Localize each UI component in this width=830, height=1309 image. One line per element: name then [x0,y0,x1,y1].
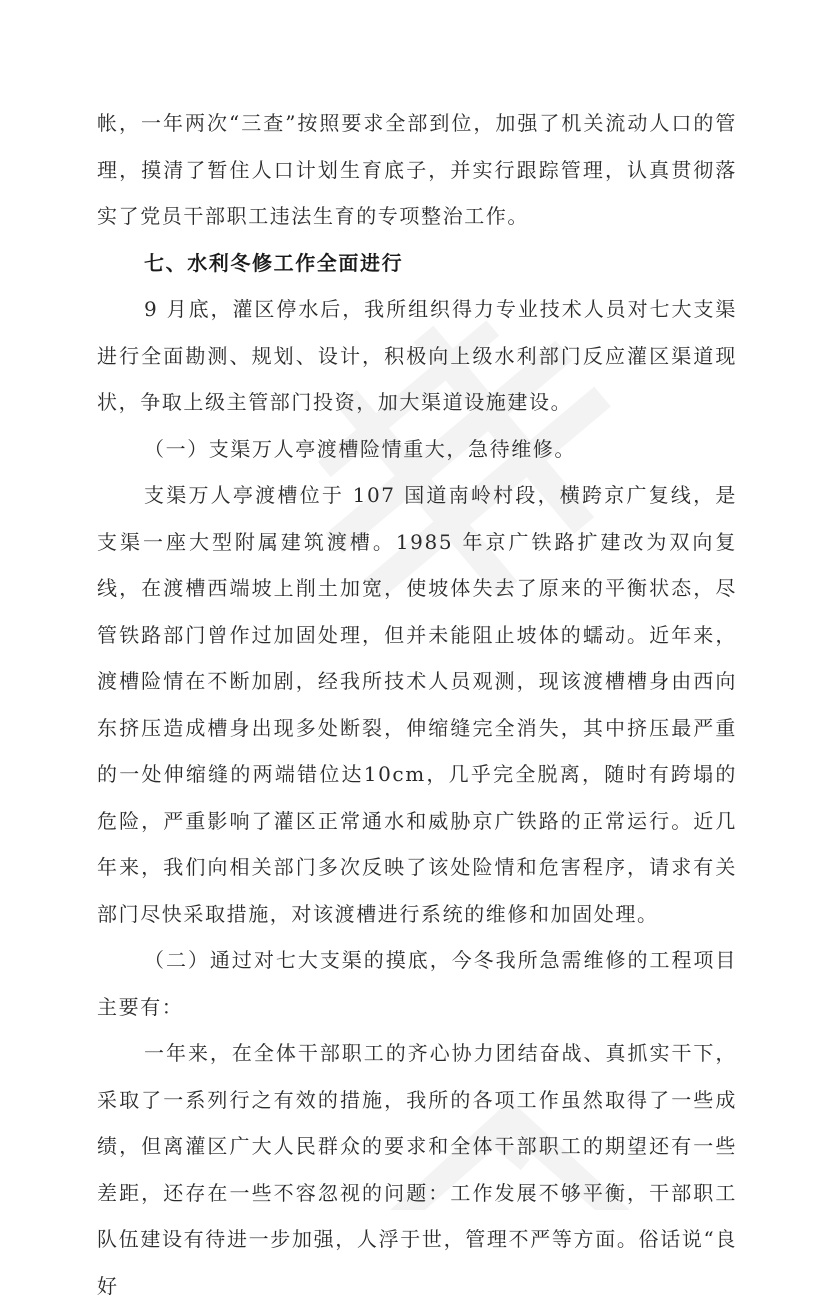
paragraph-body: 9 月底，灌区停水后，我所组织得力专业技术人员对七大支渠进行全面勘测、规划、设计，积极向上级水利部门反应灌区渠道现状，争取上级主管部门投资，加大渠道设施建设。 [97,297,737,414]
section-heading: 七、水利冬修工作全面进行 [144,250,404,275]
subsection-heading: （一）支渠万人亭渡槽险情重大，急待维修。 [144,436,576,461]
document-body [97,100,737,1309]
paragraph-continuation: 帐，一年两次“三查”按照要求全部到位，加强了机关流动人口的管理，摸清了暂住人口计划生育底子，并实行跟踪管理，认真贯彻落实了党员干部职工违法生育的专项整治工作。 [97,111,737,228]
paragraph-body: 一年来，在全体干部职工的齐心协力团结奋战、真抓实干下，采取了一系列行之有效的措施，我所的各项工作虽然取得了一些成绩，但离灌区广大人民群众的要求和全体干部职工的期望还有一些差距，还存在一些不容忽视的问题：工作发展不够平衡，干部职工队伍建设有待进一步加强，人浮于世，管理不严等方面。俗话说“良好 [97,1041,737,1298]
subsection-heading: （二）通过对七大支渠的摸底，今冬我所急需维修的工程项目主要有： [97,948,737,1019]
paragraph-body: 支渠万人亭渡槽位于 107 国道南岭村段，横跨京广复线，是支渠一座大型附属建筑渡槽。1985 年京广铁路扩建改为双向复线，在渡槽西端坡上削土加宽，使坡体失去了原来的平衡状态，尽管铁路部门曾作过加固处理，但并未能阻止坡体的蠕动。近年来，渡槽险情在不断加剧，经我所技术人员观测，现该渡槽槽身由西向东挤压造成槽身出现多处断裂，伸缩缝完全消失，其中挤压最严重的一处伸缩缝的两端错位达10cm，几乎完全脱离，随时有跨塌的危险，严重影响了灌区正常通水和威胁京广铁路的正常运行。近几年来，我们向相关部门多次反映了该处险情和危害程序，请求有关部门尽快采取措施，对该渡槽进行系统的维修和加固处理。 [97,483,737,926]
